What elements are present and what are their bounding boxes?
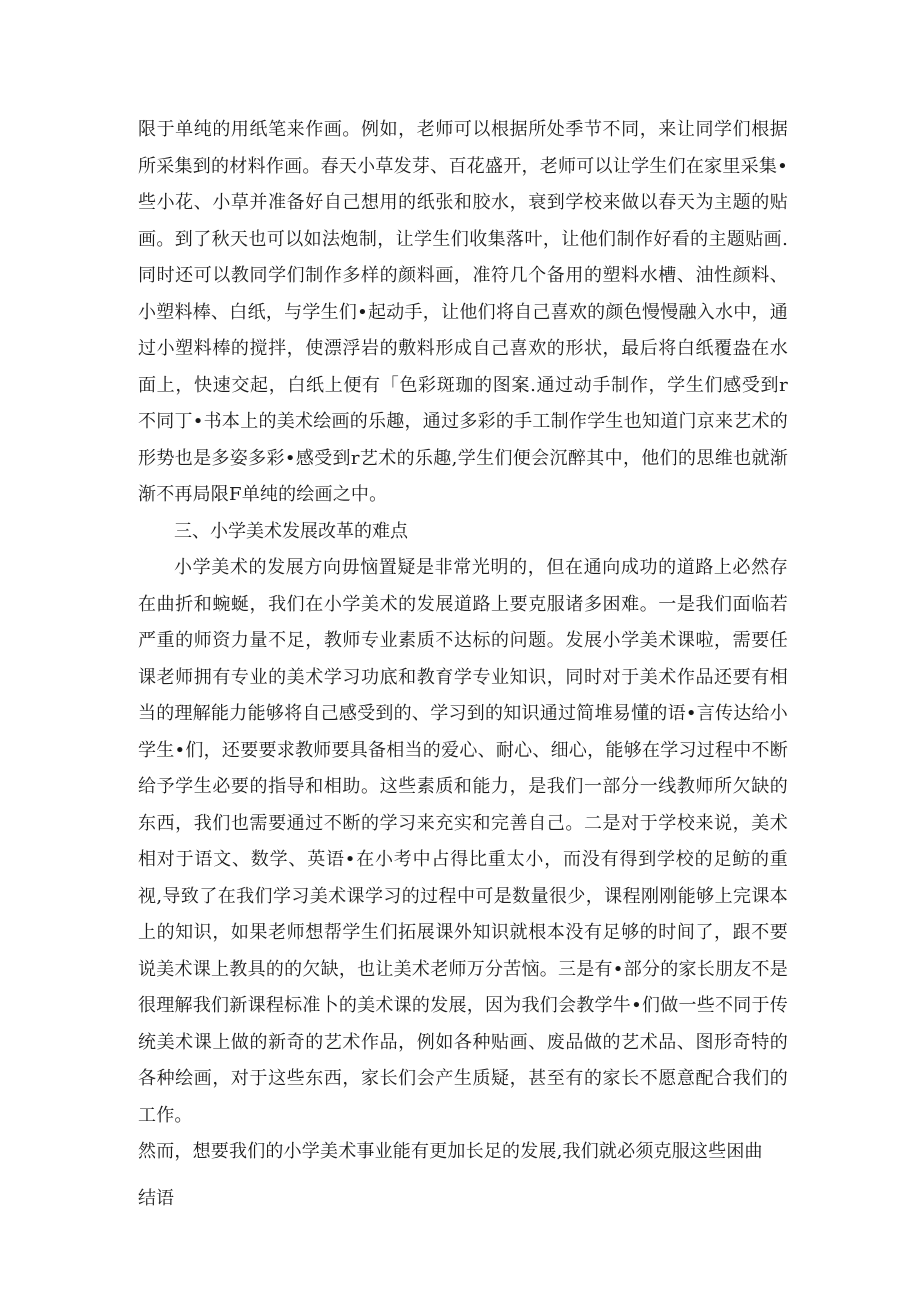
document-body — [138, 112, 788, 1217]
section-heading: 三、小学美术发展改革的难点 — [174, 520, 408, 542]
closing-heading: 结语 — [138, 1187, 174, 1209]
paragraph-art-activities: 限于单纯的用纸笔来作画。例如，老师可以根据所处季节不同，来让同学们根据所采集到的材料作画。春天小草发芽、百花盛开，老师可以让学生们在家里采集•些小花、小草并准备好自己想用的纸张和胶水，衰到学校来做以春天为主题的贴画。到了秋天也可以如法炮制，让学生们收集落叶，让他们制作好看的主题贴画.同时还可以教同学们制作多样的颜料画，准符几个备用的塑料水槽、油性颜料、小塑料棒、白纸，与学生们•起动手，让他们将自己喜欢的颜色慢慢融入水中，通过小塑料棒的搅拌，使漂浮岩的敷料形成自己喜欢的形状，最后将白纸覆盎在水面上，快速交起，白纸上便有「色彩斑珈的图案.通过动手制作，学生们感受到r不同丁•书本上的美术绘画的乐趣，通过多彩的手工制作学生也知道门京来艺术的形势也是多姿多彩•感受到r艺术的乐趣,学生们便会沉醉其中，他们的思维也就渐渐不再局限F单纯的绘画之中。 — [138, 119, 788, 505]
paragraph-difficulties: 小学美术的发展方向毋恼置疑是非常光明的，但在通向成功的道路上必然存在曲折和蜿蜒，我们在小学美术的发展道路上要克服诸多困难。一是我们面临若严重的师资力量不足，教师专业素质不达标的问题。发展小学美术课啦，需要任课老师拥有专业的美术学习功底和教育学专业知识，同时对于美术作品还要有相当的理解能力能够将自己感受到的、学习到的知识通过简堆易懂的语•言传达给小学生•们，还要要求教师要具备相当的爱心、耐心、细心，能够在学习过程中不断给予学生必要的指导和相助。这些素质和能力，是我们一部分一线教师所欠缺的东西，我们也需要通过不断的学习来充实和完善自己。二是对于学校来说，美术相对于语文、数学、英语•在小考中占得比重太小，而没有得到学校的足鲂的重视,导致了在我们学习美术课学习的过程中可是数量很少，课程刚刚能够上完课本上的知识，如果老师想帮学生们拓展课外知识就根本没有足够的时间了，跟不要说美术课上教具的的欠缺，也让美术老师万分苦恼。三是有•部分的家长朋友不是很理解我们新课程标准卜的美术课的发展，因为我们会教学牛•们做一些不同于传统美术课上做的新奇的艺术作品，例如各种贴画、废品做的艺术品、图形奇特的各种绘画，对于这些东西，家长们会产生质疑，甚至有的家长不愿意配合我们的工作。 — [138, 557, 788, 1126]
paragraph-overcome: 然而，想要我们的小学美术事业能有更加长足的发展,我们就必须克服这些困曲 — [138, 1141, 763, 1162]
spacer — [138, 1171, 788, 1181]
